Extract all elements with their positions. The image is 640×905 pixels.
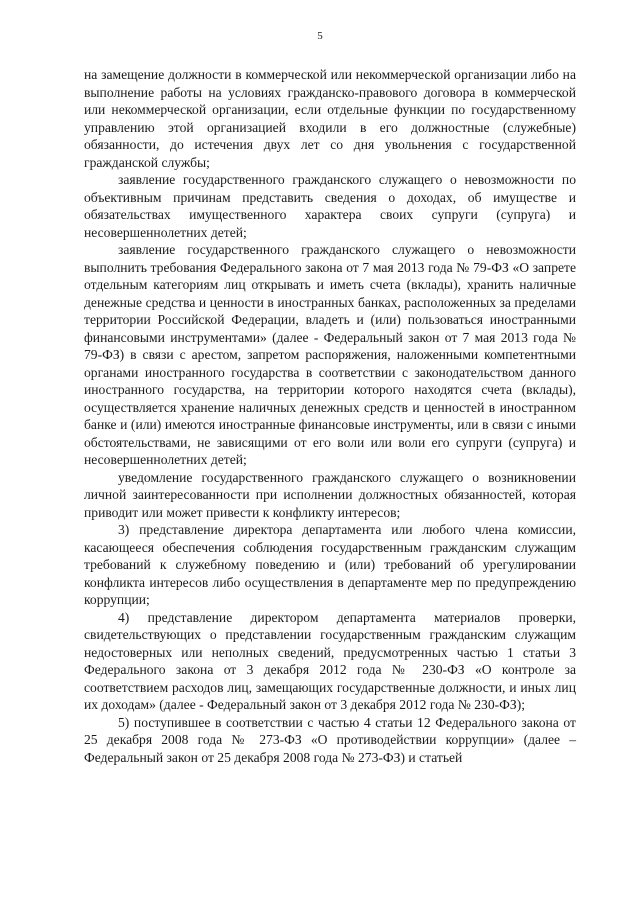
document-body — [84, 66, 576, 766]
page-number: 5 — [317, 30, 323, 42]
paragraph-notice-conflict-of-interest: уведомление государственного гражданского служащего о возникновении личной заинтересованности при исполнении должностных обязанностей, которая приводит или может привести к конфликту интересов; — [84, 469, 576, 520]
paragraph-statement-foreign-accounts: заявление государственного гражданского служащего о невозможности выполнить требования Федерального закона от 7 мая 2013 года № 79-ФЗ «О запрете отдельным категориям лиц открывать и иметь счета (вклады), хранить наличные денежные средства и ценности в иностранных банках, расположенных за пределами территории Российской Федерации, владеть и (или) пользоваться иностранными финансовыми инструментами» (далее - Федеральный закон от 7 мая 2013 года № 79-ФЗ) в связи с арестом, запретом распоряжения, наложенными компетентными органами иностранного государства в соответствии с законодательством данного иностранного государства, на территории которого находятся счета (вклады), осуществляется хранение наличных денежных средств и ценностей в иностранном банке и (или) имеются иностранные финансовые инструменты, или в связи с иными обстоятельствами, не зависящими от его воли или воли его супруги (супруга) и несовершеннолетних детей; — [84, 242, 576, 467]
paragraph-item-5: 5) поступившее в соответствии с частью 4 статьи 12 Федерального закона от 25 декабря 2008 года № 273-ФЗ «О противодействии коррупции» (далее – Федеральный закон от 25 декабря 2008 года № 273-ФЗ) и статьей — [84, 714, 576, 765]
paragraph-item-4: 4) представление директором департамента материалов проверки, свидетельствующих о представлении государственным гражданским служащим недостоверных или неполных сведений, предусмотренных частью 1 статьи 3 Федерального закона от 3 декабря 2012 года № 230-ФЗ «О контроле за соответствием расходов лиц, замещающих государственные должности, и иных лиц их доходам» (далее - Федеральный закон от 3 декабря 2012 года № 230-ФЗ); — [84, 609, 576, 712]
paragraph-continuation: на замещение должности в коммерческой или некоммерческой организации либо на выполнение работы на условиях гражданско-правового договора в коммерческой или некоммерческой организации, если отдельные функции по государственному управлению этой организацией входили в его должностные (служебные) обязанности, до истечения двух лет со дня увольнения с государственной гражданской службы; — [84, 67, 576, 170]
paragraph-item-3: 3) представление директора департамента или любого члена комиссии, касающееся обеспечения соблюдения государственным гражданским служащим требований к служебному поведению и (или) требований об урегулировании конфликта интересов либо осуществления в департаменте мер по предупреждению коррупции; — [84, 522, 576, 607]
paragraph-statement-inability-income: заявление государственного гражданского служащего о невозможности по объективным причинам представить сведения о доходах, об имуществе и обязательствах имущественного характера своих супруги (супруга) и несовершеннолетних детей; — [84, 172, 576, 240]
